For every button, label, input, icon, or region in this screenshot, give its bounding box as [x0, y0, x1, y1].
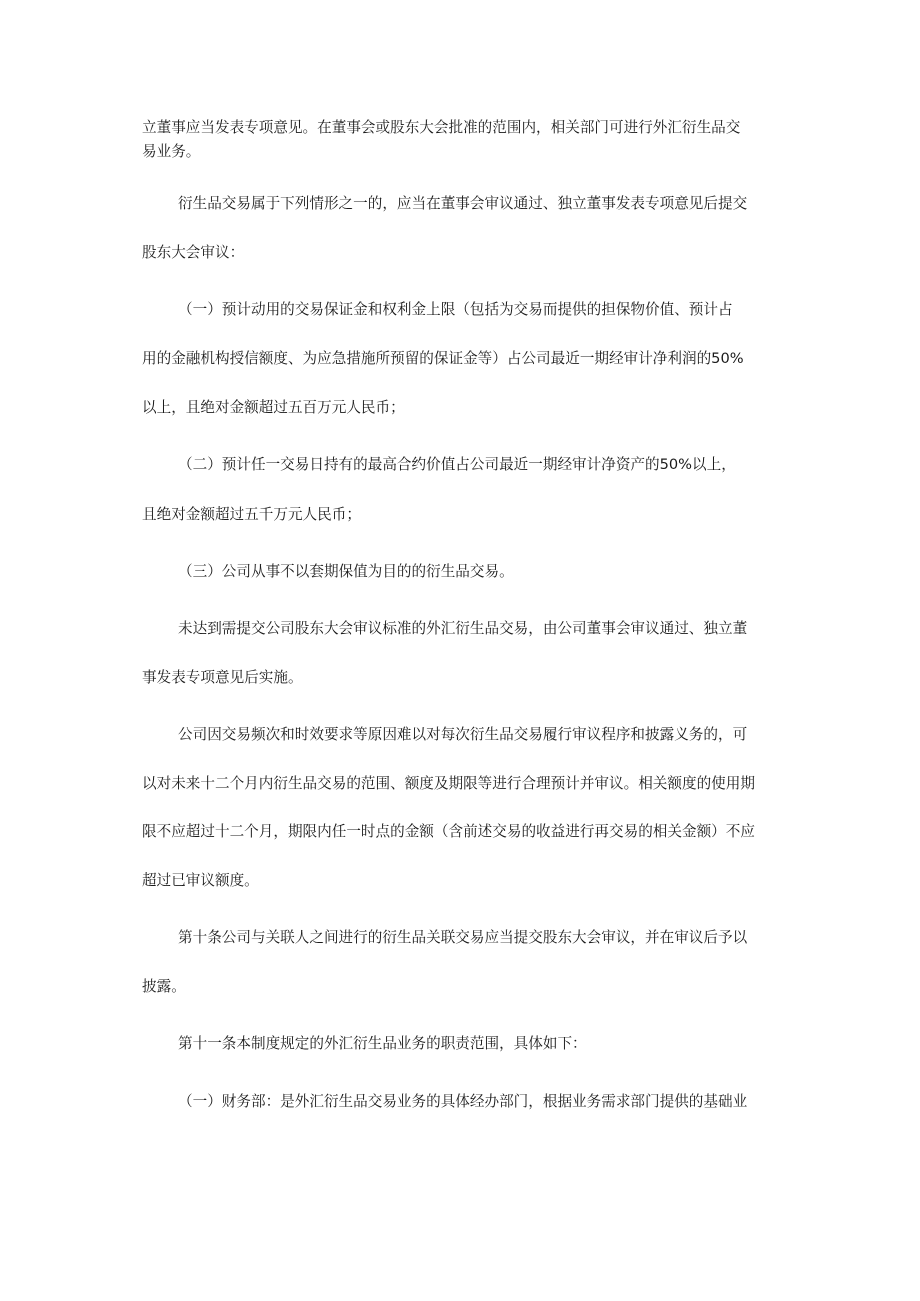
text-line: 易业务。 [142, 143, 201, 160]
text-line: 公司因交易频次和时效要求等原因难以对每次衍生品交易履行审议程序和披露义务的，可 [178, 726, 748, 743]
text-line: （三）公司从事不以套期保值为目的的衍生品交易。 [178, 563, 514, 580]
text-line: 且绝对金额超过五千万元人民币； [142, 506, 361, 523]
text-line: （一）预计动用的交易保证金和权利金上限（包括为交易而提供的担保物价值、预计占 [178, 301, 733, 318]
text-line: 以上，且绝对金额超过五百万元人民币； [142, 399, 405, 416]
text-line: 股东大会审议： [142, 244, 245, 261]
text-line: 以对未来十二个月内衍生品交易的范围、额度及期限等进行合理预计并审议。相关额度的使用期 [142, 775, 755, 792]
text-line: 第十一条本制度规定的外汇衍生品业务的职责范围，具体如下： [178, 1035, 587, 1052]
text-line: 未达到需提交公司股东大会审议标准的外汇衍生品交易，由公司董事会审议通过、独立董 [178, 620, 748, 637]
text-line: 限不应超过十二个月，期限内任一时点的金额（含前述交易的收益进行再交易的相关金额）不应 [142, 823, 755, 840]
text-line: 衍生品交易属于下列情形之一的，应当在董事会审议通过、独立董事发表专项意见后提交 [178, 195, 748, 212]
text-line: 第十条公司与关联人之间进行的衍生品关联交易应当提交股东大会审议，并在审议后予以 [178, 929, 748, 946]
text-line: （一）财务部：是外汇衍生品交易业务的具体经办部门，根据业务需求部门提供的基础业 [178, 1093, 748, 1110]
text-line: （二）预计任一交易日持有的最高合约价值占公司最近一期经审计净资产的50%以上， [178, 456, 736, 473]
text-line: 事发表专项意见后实施。 [142, 669, 303, 686]
text-line: 立董事应当发表专项意见。在董事会或股东大会批准的范围内，相关部门可进行外汇衍生品交 [142, 119, 741, 136]
text-line: 披露。 [142, 978, 186, 995]
text-line: 超过已审议额度。 [142, 872, 259, 889]
text-line: 用的金融机构授信额度、为应急措施所预留的保证金等）占公司最近一期经审计净利润的50% [142, 350, 744, 367]
